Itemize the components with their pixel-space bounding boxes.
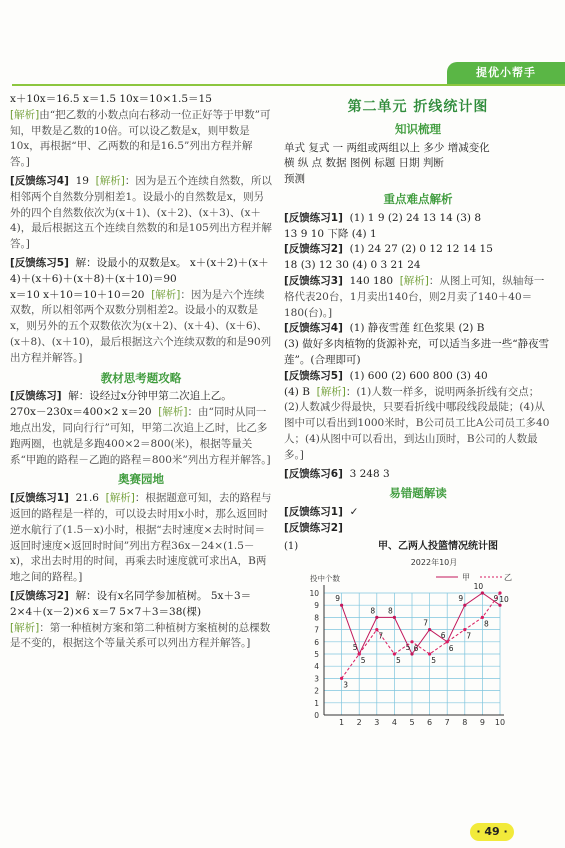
analysis-text: ：根据题意可知，去的路程与返回的路程是一样的，可以设去时用x小时，那么返回时逆水航行了(1.5－x)小时，根据“去时速度×去时时间＝返回时速度×返回时时间”列出方程36x－24×(1.5－x)，求出去时用的时间，再乘去时速度就可求出A，B两地之间的路程。] (10, 492, 272, 584)
answer: (4) B (284, 385, 310, 398)
analysis-text: ：因为是六个连续双数，所以相邻两个双数分别相差2。设最小的双数是x，则另外的五个双数依次为(x＋2)、(x＋4)、(x＋6)、(x＋8)、(x＋10)，最后根据这六个连续双数的和是90列出方程并解答。] (10, 288, 272, 364)
exercise-tag: [反馈练习4] (284, 322, 343, 335)
exercise-a-cont (10, 405, 272, 468)
data-label-jia: 5 (405, 642, 411, 652)
data-point-jia (393, 615, 396, 618)
analysis-text: 由“把乙数的小数点向右移动一位正好等于甲数”可知，甲数是乙数的10倍。可以设乙数是x，则甲数是10x，再根据“甲、乙两数的和是16.5”列出方程并解答。] (10, 108, 271, 169)
x-tick-label: 7 (444, 717, 450, 727)
knowledge-line: 预测 (284, 173, 305, 186)
analysis-label: [解析] (151, 288, 181, 301)
exercise-tag: [反馈练习2] (284, 521, 343, 534)
x-tick-label: 4 (391, 717, 397, 727)
data-label-yi: 10 (499, 594, 509, 604)
left-column (10, 92, 272, 652)
analysis-label: [解析] (10, 621, 40, 634)
data-label-jia: 6 (440, 630, 446, 640)
exercise-tag: [反馈练习] (10, 390, 62, 403)
x-tick-label: 1 (339, 717, 345, 727)
y-tick-label: 4 (314, 661, 319, 671)
y-tick-label: 1 (314, 698, 319, 708)
analysis-label: [解析] (316, 385, 346, 398)
data-point-jia (340, 603, 343, 606)
data-label-jia: 8 (388, 605, 393, 615)
line-chart (284, 555, 552, 733)
exercise-r1 (284, 211, 552, 227)
data-point-jia (375, 615, 378, 618)
data-point-jia (428, 628, 431, 631)
answer: 3 248 3 (349, 467, 390, 480)
chart-number: (1) (284, 540, 299, 552)
data-label-yi: 5 (431, 655, 436, 665)
section-heading: 奥赛园地 (118, 472, 164, 487)
y-tick-label: 0 (314, 710, 319, 720)
exercise-2 (10, 589, 272, 621)
x-tick-label: 2 (356, 717, 362, 727)
section-heading: 易错题解读 (389, 486, 447, 501)
answer: 19 (75, 174, 89, 187)
data-label-jia: 7 (423, 618, 428, 628)
y-tick-label: 10 (309, 588, 319, 598)
exercise-1 (10, 491, 272, 586)
data-point-jia (481, 591, 484, 594)
analysis-text: ：(1)人数一样多，说明两条折线有交点；(2)人数减少得最快，只要看折线中哪段线段最陡；(4)从图中可以看出到1000米时，B公司员工比A公司员工多40人；(4)从图中可以看出，到达山顶时，B公司的人数最多。] (284, 385, 550, 461)
x-tick-label: 8 (462, 717, 468, 727)
answer: 21.6 (75, 492, 99, 505)
data-label-yi: 7 (378, 631, 384, 641)
data-label-jia: 9 (493, 593, 499, 603)
data-label-jia: 9 (335, 593, 340, 603)
y-tick-label: 7 (314, 625, 319, 635)
equation-line: x＋10x＝16.5 x＝1.5 10x＝10×1.5＝15 (10, 93, 212, 105)
knowledge-line: 横 纵 点 数据 图例 标题 日期 判断 (284, 157, 444, 170)
check-mark: ✓ (349, 506, 359, 519)
y-axis-label: 投中个数 (310, 573, 340, 583)
exercise-tag: [反馈练习4] (10, 174, 69, 187)
exercise-tag: [反馈练习1] (10, 492, 69, 505)
data-label-yi: 6 (448, 643, 454, 653)
exercise-r3 (284, 274, 552, 321)
answer: (1) 静夜雪莲 红色浆果 (2) B (349, 322, 485, 335)
analysis-label: [解析] (399, 274, 429, 287)
x-tick-label: 10 (494, 717, 506, 727)
exercise-r4 (284, 321, 552, 337)
legend-label-jia: 甲 (462, 572, 470, 582)
data-label-yi: 7 (466, 631, 472, 641)
chart-date: 2022年10月 (410, 557, 458, 567)
data-label-jia: 10 (473, 581, 484, 591)
y-tick-label: 5 (314, 649, 319, 659)
answer: (1) 24 27 (2) 0 12 12 14 15 (349, 243, 493, 256)
chart-header (284, 539, 552, 555)
chart-title: 甲、乙两人投篮情况统计图 (378, 540, 498, 552)
answer: 解：设经过x分钟甲第二次追上乙。 (68, 390, 232, 403)
exercise-r5-cont (284, 385, 552, 464)
answer: x＝10 x＋10＝10＋10＝20 (10, 288, 145, 301)
unit-title: 第二单元 折线统计图 (347, 99, 489, 115)
analysis-text: ：从图上可知，纵轴每一格代表20台，1月卖出140台，则2月卖了140＋40＝180(台)。] (284, 274, 545, 319)
data-label-yi: 5 (360, 655, 366, 665)
analysis-text: ：由“同时从同一地点出发，同向行行”可知，甲第二次追上乙时，比乙多跑两圈，也就是多跑400×2＝800(米)，根据等量关系“甲跑的路程－乙跑的路程＝800米”列出方程并解答。] (10, 406, 271, 466)
y-tick-label: 3 (314, 673, 319, 683)
section-heading: 知识梳理 (395, 121, 441, 136)
analysis-paragraph (10, 108, 272, 171)
exercise-e2 (284, 521, 552, 537)
series-line-yi (342, 593, 500, 678)
analysis-label: [解析] (10, 108, 40, 121)
legend-label-yi: 乙 (504, 572, 512, 582)
section-heading: 重点难点解析 (383, 191, 453, 206)
answer: 270x－230x＝400×2 x＝20 (10, 406, 152, 419)
x-tick-label: 5 (409, 717, 415, 727)
data-label-yi: 8 (484, 618, 489, 628)
data-point-jia (463, 603, 466, 606)
data-label-yi: 5 (396, 655, 401, 665)
analysis-label: [解析] (158, 406, 188, 419)
exercise-tag: [反馈练习3] (284, 274, 343, 287)
answer-line: 13 9 10 下降 (4) 1 (284, 227, 377, 240)
answer-line: (3) 做好多肉植物的货源补充，可以适当多进一些“静夜雪莲”。(合理即可) (284, 338, 550, 366)
exercise-r6 (284, 467, 552, 483)
data-label-jia: 5 (352, 642, 358, 652)
x-tick-label: 9 (479, 717, 485, 727)
x-tick-label: 3 (374, 717, 380, 727)
exercise-r2 (284, 242, 552, 258)
exercise-5 (10, 256, 272, 288)
analysis-text: ：因为是五个连续自然数，所以相邻两个自然数分别相差1。设最小的自然数是x，则另外的四个自然数依次为(x＋1)、(x＋2)、(x＋3)、(x＋4)，最后根据这五个连续自然数的和是105列出方程并解答。] (10, 174, 272, 251)
data-point-jia (410, 652, 413, 655)
y-tick-label: 2 (314, 686, 319, 696)
exercise-e1 (284, 505, 552, 521)
analysis-label: [解析] (95, 174, 125, 187)
page-header (0, 60, 565, 86)
answer: (1) 1 9 (2) 24 13 14 (3) 8 (349, 211, 482, 224)
answer: (1) 600 (2) 600 800 (3) 40 (349, 369, 488, 382)
data-label-yi: 6 (413, 643, 419, 653)
answer: 解：设最小的双数是x。 x＋(x＋2)＋(x＋4)＋(x＋6)＋(x＋8)＋(x＋10)＝90 (10, 256, 269, 285)
analysis-label: [解析] (105, 492, 135, 505)
data-label-yi: 3 (343, 679, 348, 689)
exercise-tag: [反馈练习2] (10, 589, 69, 602)
exercise-a (10, 389, 272, 405)
analysis-text: ：第一种植树方案和第二种植树方案植树的总棵数是不变的，根据这个等量关系可以列出方程并解答。] (10, 621, 271, 650)
data-label-jia: 8 (370, 605, 376, 615)
answer: 解：设有x名同学参加植树。 5x＋3＝2×4＋(x－2)×6 x＝7 5×7＋3＝38(棵) (10, 589, 252, 618)
exercise-tag: [反馈练习1] (284, 211, 343, 224)
exercise-tag: [反馈练习5] (10, 256, 69, 269)
y-tick-label: 8 (314, 612, 319, 622)
header-tab: 提优小帮手 (447, 62, 565, 84)
exercise-tag: [反馈练习2] (284, 243, 343, 256)
exercise-5-cont (10, 288, 272, 367)
y-tick-label: 9 (314, 600, 319, 610)
section-heading: 教材思考题攻略 (100, 370, 182, 385)
answer-line: 18 (3) 12 30 (4) 0 3 21 24 (284, 259, 421, 272)
answer: 140 180 (349, 274, 394, 287)
data-label-jia: 9 (458, 593, 464, 603)
exercise-4 (10, 174, 272, 253)
header-rule (12, 84, 565, 86)
data-point-jia (498, 603, 501, 606)
exercise-tag: [反馈练习5] (284, 369, 343, 382)
exercise-r5 (284, 369, 552, 385)
page-number: · 49 · (470, 823, 514, 841)
x-tick-label: 6 (427, 717, 433, 727)
exercise-tag: [反馈练习1] (284, 506, 343, 519)
exercise-2-cont (10, 621, 272, 653)
y-tick-label: 6 (314, 637, 319, 647)
knowledge-line: 单式 复式 一 两组或两组以上 多少 增减变化 (284, 141, 490, 154)
exercise-tag: [反馈练习6] (284, 467, 343, 480)
right-column (284, 92, 552, 738)
